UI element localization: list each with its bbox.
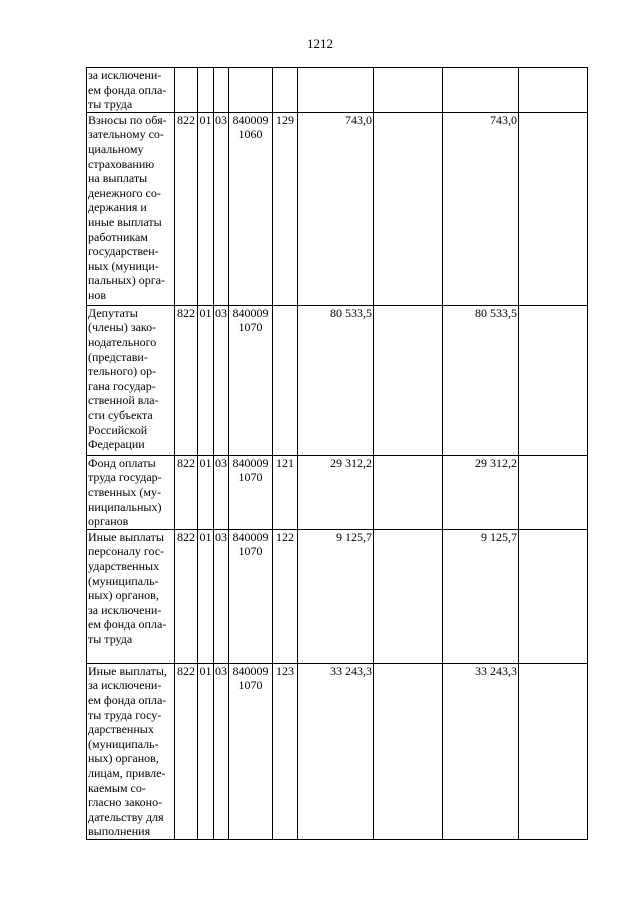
subsection-code-cell: 03 (214, 663, 229, 839)
expense-name-line: Депутаты (88, 305, 138, 320)
expense-name-line: гласно законо- (88, 795, 163, 810)
target-article-line: 840009 (232, 529, 269, 544)
expense-name-line: ты труда (88, 631, 133, 646)
expense-name-line: Федерации (88, 437, 145, 452)
subsection-code-cell: 03 (214, 112, 229, 305)
expense-name-line: государствен- (88, 244, 159, 259)
expense-name-line: персоналу гос- (88, 544, 165, 559)
ministry-code-cell: 822 (175, 663, 198, 839)
expense-name-cell (87, 68, 175, 113)
expense-name-line: дательству для (88, 809, 164, 824)
expense-name-line: за исключени- (88, 68, 162, 82)
extra-cell (519, 529, 588, 663)
target-article-line: 1070 (238, 470, 263, 485)
extra-cell (519, 663, 588, 839)
expense-type-cell: 122 (273, 529, 298, 663)
expense-name-line: Иные выплаты, (88, 663, 167, 678)
expense-name-line: гана государ- (88, 378, 156, 393)
expense-name-line: Взносы по обя- (88, 112, 167, 127)
target-article-line: 1070 (238, 544, 263, 559)
extra-cell (519, 112, 588, 305)
expense-name-line: ных) органов, (88, 751, 159, 766)
expense-name-cell (87, 305, 175, 455)
target-article-cell (229, 455, 273, 529)
target-article-line: 840009 (232, 305, 269, 320)
expense-type-cell (273, 305, 298, 455)
section-code-cell: 01 (198, 529, 214, 663)
expense-name-line: ем фонда опла- (88, 82, 167, 97)
target-article-line: 1070 (238, 678, 263, 693)
amount-cell (298, 68, 374, 113)
expense-name-line: пальных) орга- (88, 273, 166, 288)
expense-name-line: ственных (му- (88, 484, 161, 499)
section-code-cell (198, 68, 214, 113)
expense-name-line: работникам (88, 229, 148, 244)
subsection-code-cell: 03 (214, 529, 229, 663)
expense-name-line: тельного) ор- (88, 364, 157, 379)
expense-name-line: зательному со- (88, 127, 164, 142)
expense-name-line: (представи- (88, 349, 148, 364)
expense-name-line: органов (88, 514, 129, 529)
subsection-code-cell: 03 (214, 305, 229, 455)
expense-name-line: ных (муници- (88, 258, 159, 273)
target-article-line: 1070 (238, 320, 263, 335)
expense-name-line: ты труда госу- (88, 707, 162, 722)
table-row (87, 455, 588, 529)
amount-cell: 33 243,3 (298, 663, 374, 839)
target-article-cell (229, 305, 273, 455)
expense-type-cell: 123 (273, 663, 298, 839)
amount-cell: 29 312,2 (298, 455, 374, 529)
table-row (87, 112, 588, 305)
expense-name-line: ем фонда опла- (88, 692, 167, 707)
target-article-line: 840009 (232, 455, 269, 470)
target-article-cell (229, 529, 273, 663)
subsection-code-cell (214, 68, 229, 113)
expense-name-line: нодательного (88, 334, 157, 349)
section-code-cell: 01 (198, 455, 214, 529)
amount-alt-cell (374, 529, 443, 663)
table-row (87, 305, 588, 455)
amount-alt-cell (374, 112, 443, 305)
amount-total-cell: 33 243,3 (443, 663, 519, 839)
expense-name-line: денежного со- (88, 185, 161, 200)
expense-name-line: циальному (88, 141, 144, 156)
amount-alt-cell (374, 455, 443, 529)
table-row (87, 529, 588, 663)
amount-total-cell: 9 125,7 (443, 529, 519, 663)
expense-name-line: труда государ- (88, 470, 162, 485)
amount-total-cell: 29 312,2 (443, 455, 519, 529)
extra-cell (519, 68, 588, 113)
table-row (87, 663, 588, 839)
expense-name-line: ударственных (88, 558, 160, 573)
expense-name-line: дарственных (88, 722, 154, 737)
amount-cell: 743,0 (298, 112, 374, 305)
amount-cell: 80 533,5 (298, 305, 374, 455)
expense-name-line: сти субъекта (88, 407, 153, 422)
subsection-code-cell: 03 (214, 455, 229, 529)
amount-alt-cell (374, 663, 443, 839)
expense-name-line: ниципальных) (88, 499, 162, 514)
expense-name-line: (члены) зако- (88, 320, 157, 335)
expense-name-line: выполнения (88, 824, 151, 839)
target-article-cell (229, 112, 273, 305)
expense-name-line: (муниципаль- (88, 736, 159, 751)
expense-name-line: ты труда (88, 97, 133, 112)
amount-cell: 9 125,7 (298, 529, 374, 663)
page-number: 1212 (307, 36, 333, 51)
target-article-line: 1060 (238, 127, 263, 142)
expense-name-line: страхованию (88, 156, 155, 171)
section-code-cell: 01 (198, 305, 214, 455)
expense-name-line: на выплаты (88, 171, 148, 186)
expense-type-cell: 129 (273, 112, 298, 305)
expense-name-line: нов (88, 287, 107, 302)
budget-table (86, 67, 588, 840)
expense-name-cell (87, 112, 175, 305)
ministry-code-cell: 822 (175, 529, 198, 663)
extra-cell (519, 455, 588, 529)
target-article-cell (229, 663, 273, 839)
expense-name-line: ем фонда опла- (88, 617, 167, 632)
section-code-cell: 01 (198, 663, 214, 839)
amount-alt-cell (374, 305, 443, 455)
expense-name-line: каемым со- (88, 780, 146, 795)
expense-name-line: Иные выплаты (88, 529, 164, 544)
expense-name-line: держания и (88, 200, 147, 215)
target-article-cell (229, 68, 273, 113)
expense-name-cell (87, 529, 175, 663)
ministry-code-cell: 822 (175, 455, 198, 529)
amount-total-cell: 743,0 (443, 112, 519, 305)
ministry-code-cell (175, 68, 198, 113)
expense-name-line: иные выплаты (88, 214, 162, 229)
expense-name-line: за исключени- (88, 678, 162, 693)
ministry-code-cell: 822 (175, 112, 198, 305)
target-article-line: 840009 (232, 112, 269, 127)
expense-name-line: Фонд оплаты (88, 455, 156, 470)
expense-name-line: за исключени- (88, 602, 162, 617)
expense-name-line: Российской (88, 422, 148, 437)
expense-type-cell: 121 (273, 455, 298, 529)
expense-name-cell (87, 455, 175, 529)
table-row (87, 68, 588, 113)
amount-alt-cell (374, 68, 443, 113)
expense-type-cell (273, 68, 298, 113)
expense-name-line: лицам, привле- (88, 765, 166, 780)
amount-total-cell (443, 68, 519, 113)
section-code-cell: 01 (198, 112, 214, 305)
expense-name-line: (муниципаль- (88, 573, 159, 588)
extra-cell (519, 305, 588, 455)
expense-name-line: ственной вла- (88, 393, 159, 408)
amount-total-cell: 80 533,5 (443, 305, 519, 455)
ministry-code-cell: 822 (175, 305, 198, 455)
expense-name-cell (87, 663, 175, 839)
expense-name-line: ных) органов, (88, 588, 159, 603)
target-article-line: 840009 (232, 663, 269, 678)
